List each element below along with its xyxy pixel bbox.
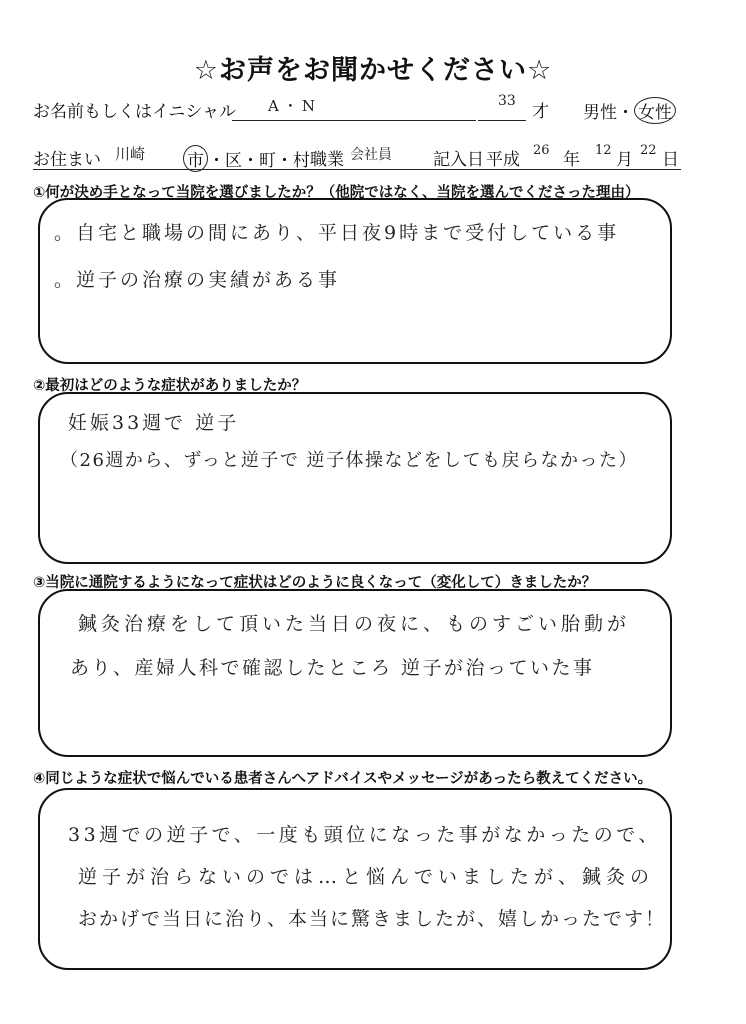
answer-4-line-2: 逆子が治らないのでは…と悩んでいましたが、鍼灸の: [78, 866, 655, 888]
city-circled: 市: [183, 145, 208, 172]
question-3: ③当院に通院するようになって症状はどのように良くなって（変化して）きましたか？: [33, 575, 597, 591]
answer-1-line-1: 。自宅と職場の間にあり、平日夜9時まで受付している事: [54, 222, 620, 244]
row2-underline: [33, 169, 681, 170]
answer-2-line-2: （26週から、ずっと逆子で 逆子体操などをしても戻らなかった）: [60, 450, 639, 471]
answer-3-line-1: 鍼灸治療をして頂いた当日の夜に、ものすごい胎動が: [78, 613, 631, 635]
answer-4-line-3: おかげで当日に治り、本当に驚きましたが、嬉しかったです！: [78, 908, 667, 930]
ward-town-village: ・区・町・村: [208, 151, 310, 171]
gender-female-circled: 女性: [634, 97, 676, 124]
address-value: 川崎: [115, 145, 146, 163]
question-2: ②最初はどのような症状がありましたか？: [33, 378, 307, 394]
answer-box-4: [38, 788, 672, 970]
date-label: 記入日: [433, 150, 484, 170]
answer-4-line-1: 33週での逆子で、一度も頭位になった事がなかったので、: [68, 824, 661, 846]
municipality-options: [183, 145, 310, 172]
job-label: 職業: [310, 150, 344, 170]
gender-male: 男性: [583, 103, 617, 123]
answer-1-line-2: 。逆子の治療の実績がある事: [54, 269, 341, 291]
answer-box-1: [38, 198, 672, 364]
month-unit: 月: [616, 150, 633, 170]
answer-box-3: [38, 589, 672, 757]
name-label: お名前もしくはイニシャル: [33, 102, 236, 122]
question-1: ①何が決め手となって当院を選びましたか？（他院ではなく、当院を選んでくださった理由）: [33, 185, 640, 201]
gender-separator: ・: [617, 103, 634, 123]
date-year: 26: [533, 143, 550, 158]
date-month: 12: [595, 143, 612, 158]
age-value: 33: [498, 93, 516, 109]
answer-3-line-2: あり、産婦人科で確認したところ 逆子が治っていた事: [70, 657, 595, 679]
name-underline: [232, 120, 476, 121]
form-title: ☆お声をお聞かせください☆: [193, 55, 553, 86]
gender-options: [583, 97, 676, 124]
age-underline: [478, 120, 526, 121]
date-day: 22: [640, 143, 657, 158]
answer-box-2: [38, 392, 672, 564]
job-value: 会社員: [350, 147, 392, 163]
question-4: ④同じような症状で悩んでいる患者さんへアドバイスやメッセージがあったら教えてください。: [33, 771, 653, 787]
date-era: 平成: [486, 150, 520, 170]
age-unit: 才: [532, 102, 549, 122]
day-unit: 日: [662, 150, 679, 170]
address-label: お住まい: [33, 150, 101, 170]
answer-2-line-1: 妊娠33週で 逆子: [68, 412, 240, 434]
year-unit: 年: [563, 150, 580, 170]
name-value: A・N: [268, 97, 319, 115]
